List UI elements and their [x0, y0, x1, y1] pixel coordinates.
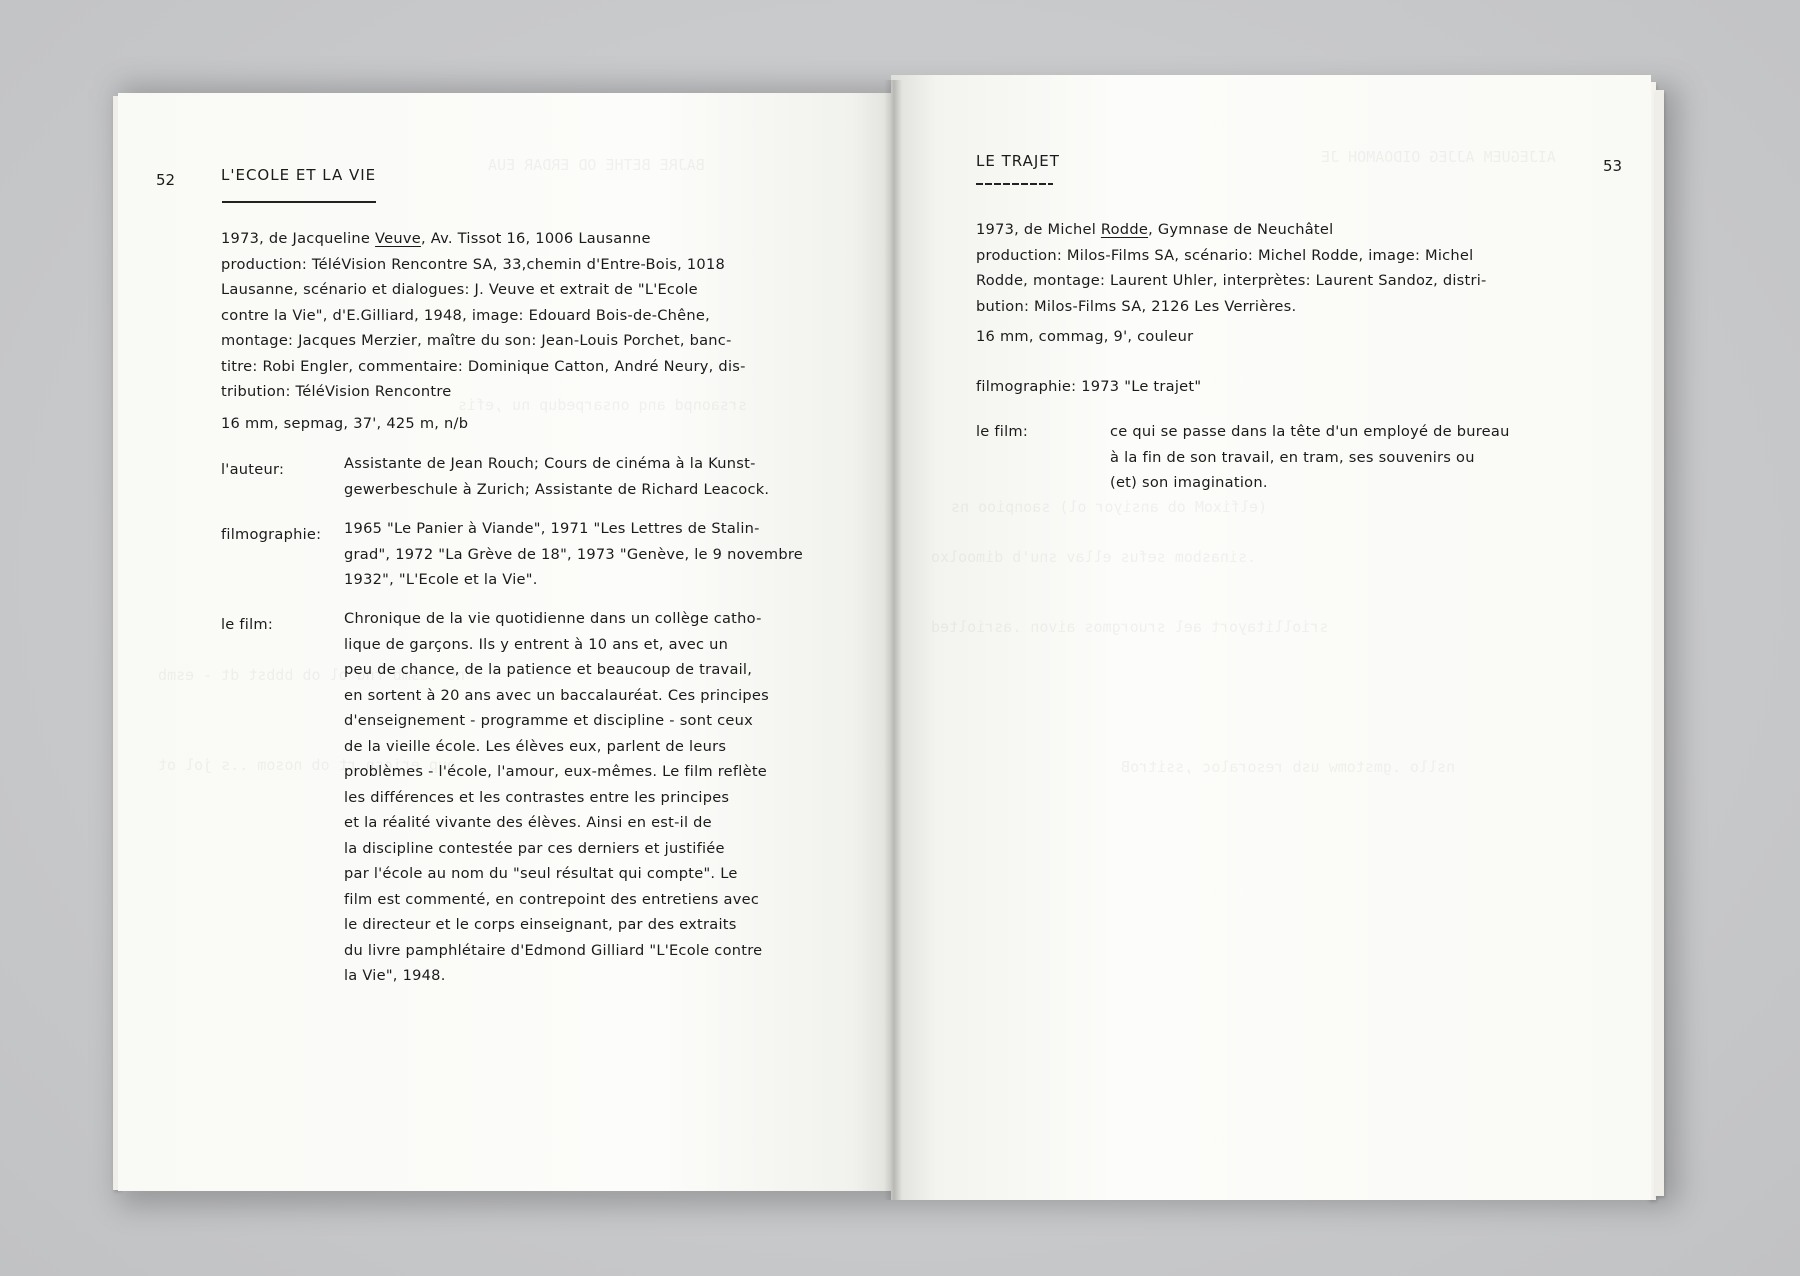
- title-underline: [222, 201, 376, 203]
- filmographie-text: [344, 516, 803, 593]
- show-through-text: nsllo .gmstomw usb resoraloc ,ssitroB: [1121, 758, 1456, 776]
- film-label: le film:: [976, 423, 1029, 440]
- filmographie-label: filmographie:: [221, 526, 322, 543]
- credits-block: [221, 226, 746, 405]
- film-description: [344, 606, 769, 989]
- film-line: Chronique de la vie quotidienne dans un collège catho-: [344, 610, 762, 627]
- book-gutter: [884, 80, 902, 1200]
- credits-line: montage: Jacques Merzier, maître du son: Jean-Louis Porchet, banc-: [221, 332, 732, 349]
- credits-text: 1973, de Michel: [976, 221, 1101, 238]
- film-line: à la fin de son travail, en tram, ses souvenirs ou: [1110, 448, 1475, 466]
- credits-line: contre la Vie", d'E.Gilliard, 1948, image: Edouard Bois-de-Chêne,: [221, 306, 711, 324]
- auteur-label: l'auteur:: [221, 461, 285, 478]
- film-label: le film:: [221, 616, 274, 633]
- film-line: peu de chance, de la patience et beaucoup de travail,: [344, 661, 753, 678]
- film-line: ce qui se passe dans la tête d'un employé de bureau: [1110, 423, 1510, 440]
- film-line: lique de garçons. Ils y entrent à 10 ans et, avec un: [344, 635, 729, 653]
- format-line: 16 mm, commag, 9', couleur: [976, 328, 1194, 345]
- credits-line: Rodde, montage: Laurent Uhler, interprètes: Laurent Sandoz, distri-: [976, 272, 1487, 289]
- credits-line: production: TéléVision Rencontre SA, 33,chemin d'Entre-Bois, 1018: [221, 255, 726, 273]
- credits-line: Lausanne, scénario et dialogues: J. Veuve et extrait de "L'Ecole: [221, 281, 698, 298]
- film-line: et la réalité vivante des élèves. Ainsi en est-il de: [344, 814, 712, 831]
- filmographie-line: filmographie: 1973 "Le trajet": [976, 378, 1202, 395]
- filmographie-line: 1932", "L'Ecole et la Vie".: [344, 571, 538, 588]
- format-line: 16 mm, sepmag, 37', 425 m, n/b: [221, 415, 469, 432]
- section-title: L'ECOLE ET LA VIE: [221, 166, 377, 184]
- credits-line: bution: Milos-Films SA, 2126 Les Verrières.: [976, 297, 1297, 315]
- auteur-line: gewerbeschule à Zurich; Assistante de Richard Leacock.: [344, 480, 770, 498]
- filmographie-line: grad", 1972 "La Grève de 18", 1973 "Genève, le 9 novembre: [344, 545, 804, 563]
- show-through-text: BAJRE BETHE OD ERDAR EUA: [488, 156, 705, 174]
- show-through-text: AIJEGUEM AJJEG OIDOAMOH JE: [1321, 148, 1556, 166]
- film-line: les différences et les contrastes entre les principes: [344, 788, 730, 806]
- right-page-edge-2: [1655, 90, 1664, 1196]
- film-line: film est commenté, en contrepoint des entretiens avec: [344, 890, 760, 908]
- right-page: [891, 75, 1651, 1200]
- film-line: la Vie", 1948.: [344, 967, 446, 984]
- credits-text: 1973, de Jacqueline: [221, 230, 376, 247]
- show-through-text: srsaonpd anq onsarpedup nu ,efis: [458, 396, 747, 414]
- show-through-text: .sinasbom sefus ellav snu'b dimoolxo: [931, 548, 1257, 566]
- title-underline: [976, 183, 1053, 185]
- credits-line: titre: Robi Engler, commentaire: Dominique Catton, André Neury, dis-: [221, 357, 746, 375]
- credits-block: [976, 217, 1487, 319]
- auteur-text: [344, 451, 769, 502]
- credits-text: , Gymnase de Neuchâtel: [1148, 221, 1334, 238]
- page-number: 52: [156, 171, 176, 189]
- film-line: du livre pamphlétaire d'Edmond Gilliard "L'Ecole contre: [344, 941, 763, 959]
- show-through-text: (elfixoM ob ansiyor ol) saonpioo ns: [951, 498, 1268, 516]
- film-line: de la vieille école. Les élèves eux, parlent de leurs: [344, 737, 727, 755]
- film-line: par l'école au nom du "seul résultat qui compte". Le: [344, 865, 738, 882]
- film-description: [1110, 419, 1510, 496]
- credits-line: tribution: TéléVision Rencontre: [221, 383, 452, 400]
- director-name: Rodde: [1100, 221, 1149, 238]
- credits-text: , Av. Tissot 16, 1006 Lausanne: [421, 230, 651, 247]
- credits-line: production: Milos-Films SA, scénario: Michel Rodde, image: Michel: [976, 246, 1474, 264]
- film-line: la discipline contestée par ces derniers et justifiée: [344, 839, 725, 857]
- film-line: en sortent à 20 ans avec un baccalauréat. Ces principes: [344, 686, 769, 704]
- film-line: d'enseignement - programme et discipline - sont ceux: [344, 712, 753, 729]
- show-through-text: sriollitayort ael sruorgmos aivon .asriolted: [931, 618, 1329, 636]
- credits-line: [976, 217, 1487, 243]
- film-line: le directeur et le corps einseignant, par des extraits: [344, 916, 737, 933]
- section-title: LE TRAJET: [976, 152, 1060, 170]
- show-through-text: nU .esmb rnu ol ob bbbst dt - esmb: [158, 666, 466, 684]
- left-page: [118, 93, 891, 1191]
- film-line: (et) son imagination.: [1110, 474, 1268, 491]
- page-number: 53: [1603, 157, 1623, 175]
- auteur-line: Assistante de Jean Rouch; Cours de cinéma à la Kunst-: [344, 455, 756, 472]
- film-line: problèmes - l'école, l'amour, eux-mêmes. Le film reflète: [344, 763, 768, 780]
- credits-line: [221, 226, 746, 252]
- show-through-text: oup eriosn rt ob nosom ..s jol ot: [158, 756, 457, 774]
- filmographie-line: 1965 "Le Panier à Viande", 1971 "Les Lettres de Stalin-: [344, 520, 760, 537]
- director-name: Veuve: [375, 230, 421, 247]
